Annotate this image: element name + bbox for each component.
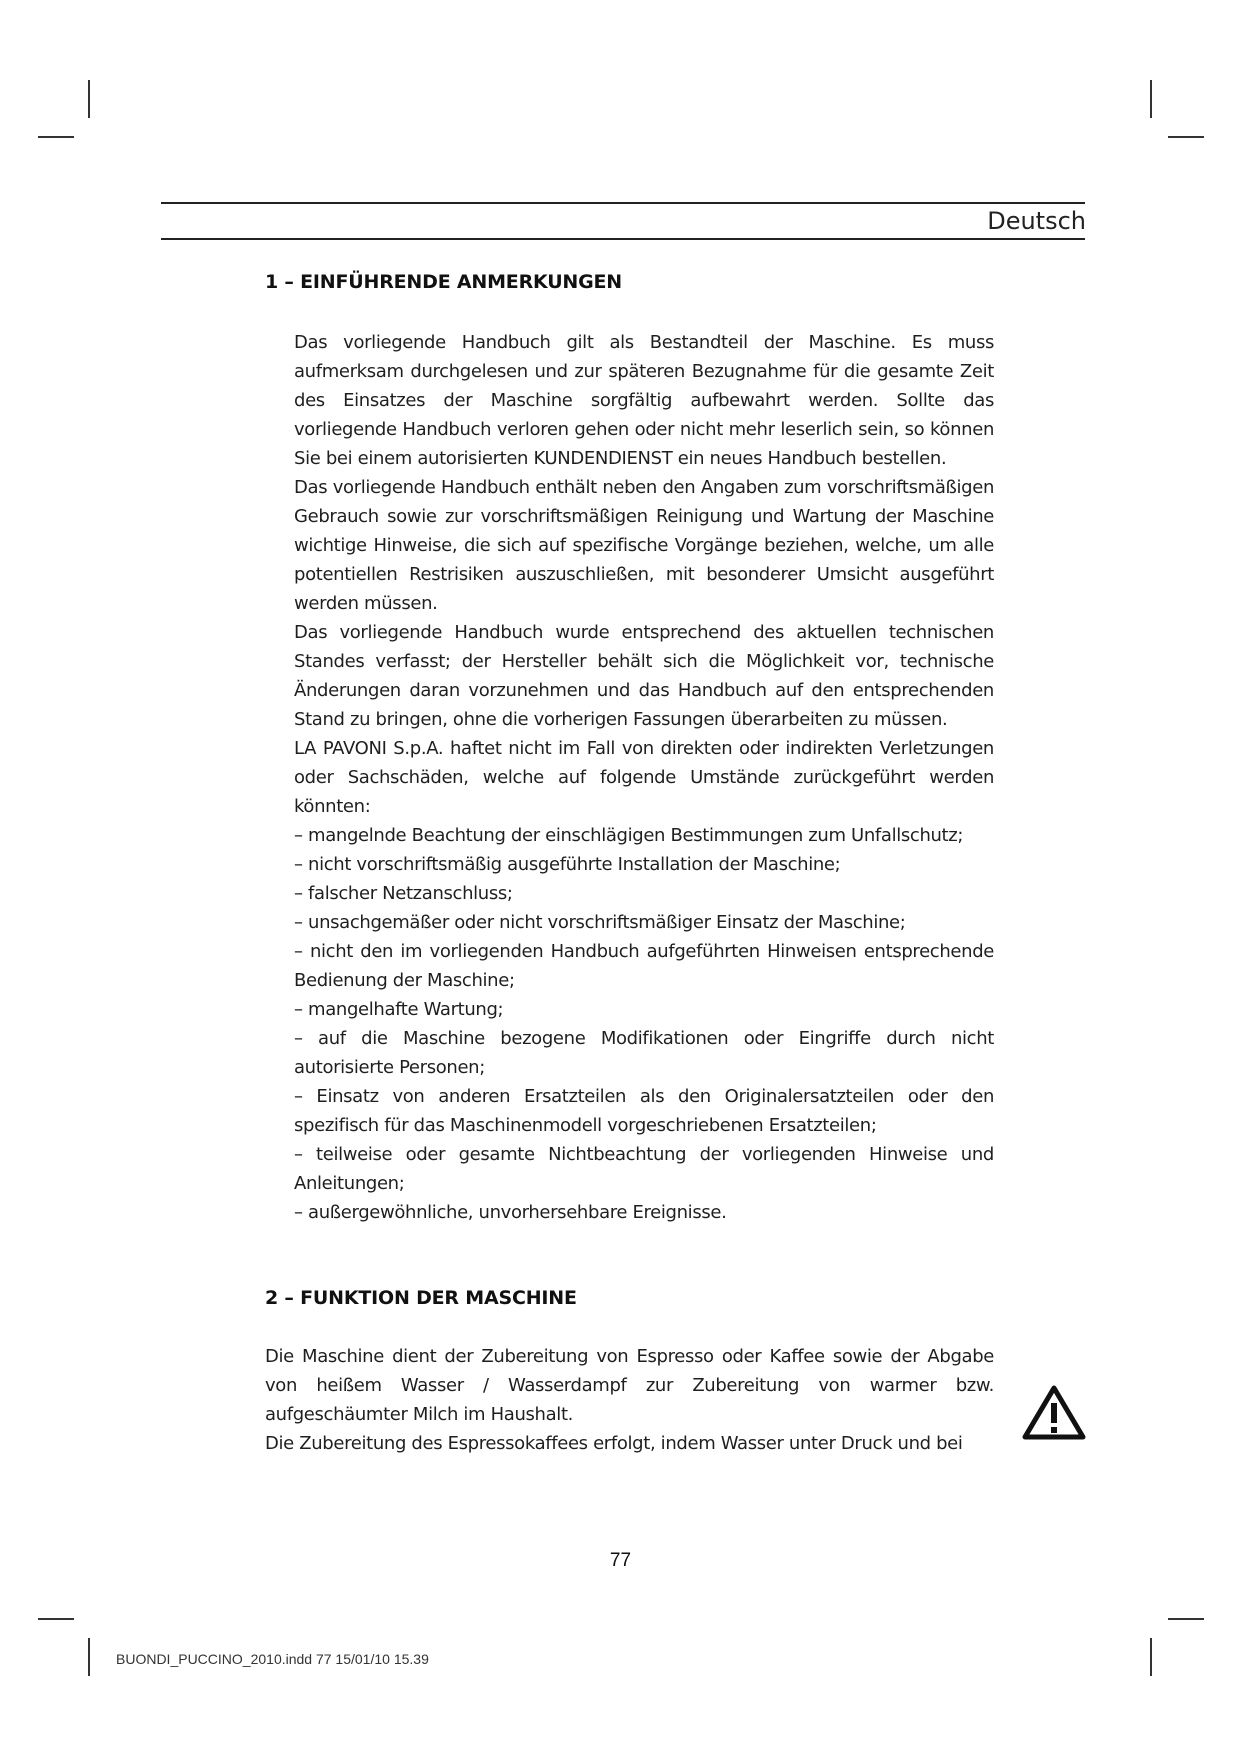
list-item: – mangelhafte Wartung; [294, 999, 504, 1020]
language-label: Deutsch [987, 207, 1086, 235]
list-item: – mangelnde Beachtung der einschlägigen Bestimmungen zum Unfallschutz; [294, 825, 964, 846]
paragraph: Die Zubereitung des Espressokaffees erfolgt, indem Wasser unter Druck und bei [265, 1433, 963, 1454]
section-2-heading: 2 – FUNKTION DER MASCHINE [265, 1287, 577, 1309]
section-1-heading: 1 – EINFÜHRENDE ANMERKUNGEN [265, 271, 623, 293]
list-item: – falscher Netzanschluss; [294, 883, 513, 904]
header-rule-bottom [161, 238, 1085, 240]
paragraph: LA PAVONI S.p.A. haftet nicht im Fall von direkten oder indirekten Verletzungen oder Sachschäden, welche auf folgende Umstände zurückgeführt werden könnten: [294, 738, 994, 817]
section-2-body [265, 1342, 994, 1458]
warning-triangle-icon [1022, 1384, 1086, 1440]
paragraph: Die Maschine dient der Zubereitung von Espresso oder Kaffee sowie der Abgabe von heißem Wasser / Wasserdampf zur Zubereitung von warmer bzw. aufgeschäumter Milch im Haushalt. [265, 1346, 994, 1425]
paragraph: Das vorliegende Handbuch wurde entsprechend des aktuellen technischen Standes verfasst; der Hersteller behält sich die Möglichkeit vor, technische Änderungen daran vorzunehmen und das Handbuch auf den entsprechenden Stand zu bringen, ohne die vorherigen Fassungen überarbeiten zu müssen. [294, 622, 994, 730]
list-item: – auf die Maschine bezogene Modifikationen oder Eingriffe durch nicht autorisierte Personen; [294, 1028, 994, 1078]
crop-mark [88, 1638, 90, 1676]
crop-mark [1150, 80, 1152, 118]
crop-mark [88, 80, 90, 118]
list-item: – nicht den im vorliegenden Handbuch aufgeführten Hinweisen entsprechende Bedienung der Maschine; [294, 941, 994, 991]
crop-mark [38, 136, 74, 138]
crop-mark [1150, 1638, 1152, 1676]
liability-list [294, 821, 994, 1227]
header-rule-top [161, 202, 1085, 204]
list-item: – unsachgemäßer oder nicht vorschriftsmäßiger Einsatz der Maschine; [294, 912, 906, 933]
section-1-body [294, 328, 994, 1227]
page-number: 77 [609, 1550, 632, 1571]
list-item: – teilweise oder gesamte Nichtbeachtung der vorliegenden Hinweise und Anleitungen; [294, 1144, 994, 1194]
paragraph: Das vorliegende Handbuch enthält neben den Angaben zum vorschriftsmäßigen Gebrauch sowie zur vorschriftsmäßigen Reinigung und Wartung der Maschine wichtige Hinweise, die sich auf spezifische Vorgänge beziehen, welche, um alle potentiellen Restrisiken auszuschließen, mit besonderer Umsicht ausgeführt werden müssen. [294, 477, 994, 614]
crop-mark [38, 1618, 74, 1620]
list-item: – Einsatz von anderen Ersatzteilen als den Originalersatzteilen oder den spezifisch für das Maschinenmodell vorgeschriebenen Ersatzteilen; [294, 1086, 994, 1136]
list-item: – außergewöhnliche, unvorhersehbare Ereignisse. [294, 1202, 727, 1223]
list-item: – nicht vorschriftsmäßig ausgeführte Installation der Maschine; [294, 854, 841, 875]
print-slug: BUONDI_PUCCINO_2010.indd 77 15/01/10 15.39 [116, 1651, 429, 1667]
paragraph: Das vorliegende Handbuch gilt als Bestandteil der Maschine. Es muss aufmerksam durchgelesen und zur späteren Bezugnahme für die gesamte Zeit des Einsatzes der Maschine sorgfältig aufbewahrt werden. Sollte das vorliegende Handbuch verloren gehen oder nicht mehr leserlich sein, so können Sie bei einem autorisierten KUNDENDIENST ein neues Handbuch bestellen. [294, 332, 994, 469]
crop-mark [1168, 136, 1204, 138]
crop-mark [1168, 1618, 1204, 1620]
